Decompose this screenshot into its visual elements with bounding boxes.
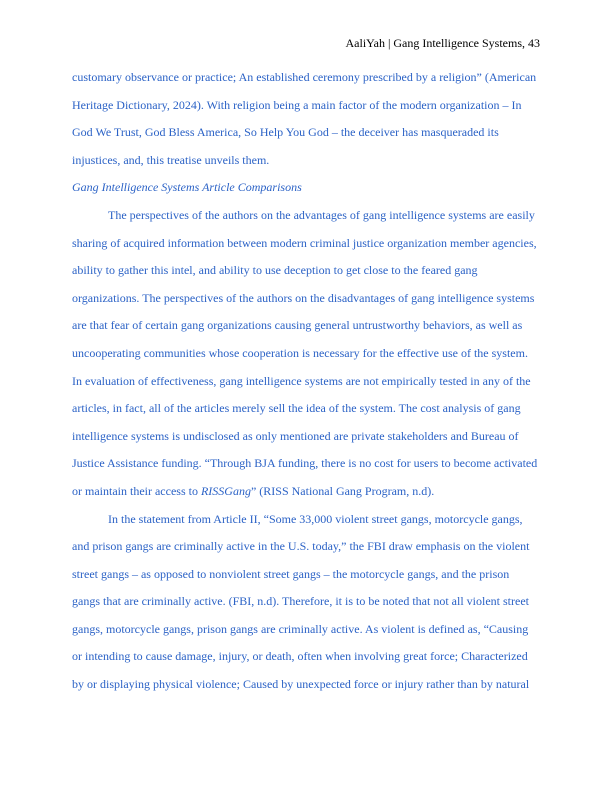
text-line: intelligence systems is undisclosed as only mentioned are private stakeholders and Bureau of (72, 428, 519, 443)
text-line: gangs, motorcycle gangs, prison gangs are criminally active. As violent is defined as, “Causing (72, 621, 529, 636)
text-line: Justice Assistance funding. “Through BJA funding, there is no cost for users to become activated (72, 456, 538, 471)
text-line: Heritage Dictionary, 2024). With religion being a main factor of the modern organization – In (72, 97, 522, 112)
text-line: In the statement from Article II, “Some 33,000 violent street gangs, motorcycle gangs, (108, 511, 523, 526)
text-line: articles, in fact, all of the articles merely sell the idea of the system. The cost analysis of gang (72, 401, 521, 416)
running-header: AaliYah | Gang Intelligence Systems, 43 (345, 36, 540, 50)
text-line: gangs that are criminally active. (FBI, n.d). Therefore, it is to be noted that not all violent street (72, 594, 529, 609)
section-heading-text: Gang Intelligence Systems Article Comparisons (72, 180, 302, 195)
text-line: God We Trust, God Bless America, So Help You God – the deceiver has masqueraded its (72, 125, 499, 140)
text-fragment: ” (RISS National Gang Program, n.d). (250, 483, 435, 498)
text-line: or intending to cause damage, injury, or death, often when involving great force; Characterized (72, 649, 528, 664)
paragraph-article-two (72, 506, 542, 699)
text-line-last (72, 478, 542, 506)
section-heading (72, 174, 542, 202)
text-line: sharing of acquired information between modern criminal justice organization member agencies, (72, 235, 537, 250)
paragraph-continuation (72, 64, 542, 174)
text-line: In evaluation of effectiveness, gang intelligence systems are not empirically tested in any of the (72, 373, 531, 388)
text-line: The perspectives of the authors on the advantages of gang intelligence systems are easily (108, 207, 535, 222)
text-line: street gangs – as opposed to nonviolent street gangs – the motorcycle gangs, and the prison (72, 566, 510, 581)
text-line: uncooperating communities whose cooperation is necessary for the effective use of the system. (72, 345, 528, 360)
document-body (72, 64, 542, 699)
text-line: ability to gather this intel, and ability to use deception to get close to the feared gang (72, 263, 478, 278)
text-line: are that fear of certain gang organizations causing general untrustworthy behaviors, as well as (72, 318, 523, 333)
text-line: injustices, and, this treatise unveils them. (72, 152, 270, 167)
italic-title: RISSGang (200, 483, 251, 498)
text-line: by or displaying physical violence; Caused by unexpected force or injury rather than by natural (72, 677, 530, 692)
text-line: customary observance or practice; An established ceremony prescribed by a religion” (American (72, 70, 537, 84)
text-line: and prison gangs are criminally active in the U.S. today,” the FBI draw emphasis on the violent (72, 539, 530, 554)
paragraph-comparisons (72, 202, 542, 506)
text-line: organizations. The perspectives of the authors on the disadvantages of gang intelligence systems (72, 290, 535, 305)
text-fragment: or maintain their access to (72, 483, 201, 498)
